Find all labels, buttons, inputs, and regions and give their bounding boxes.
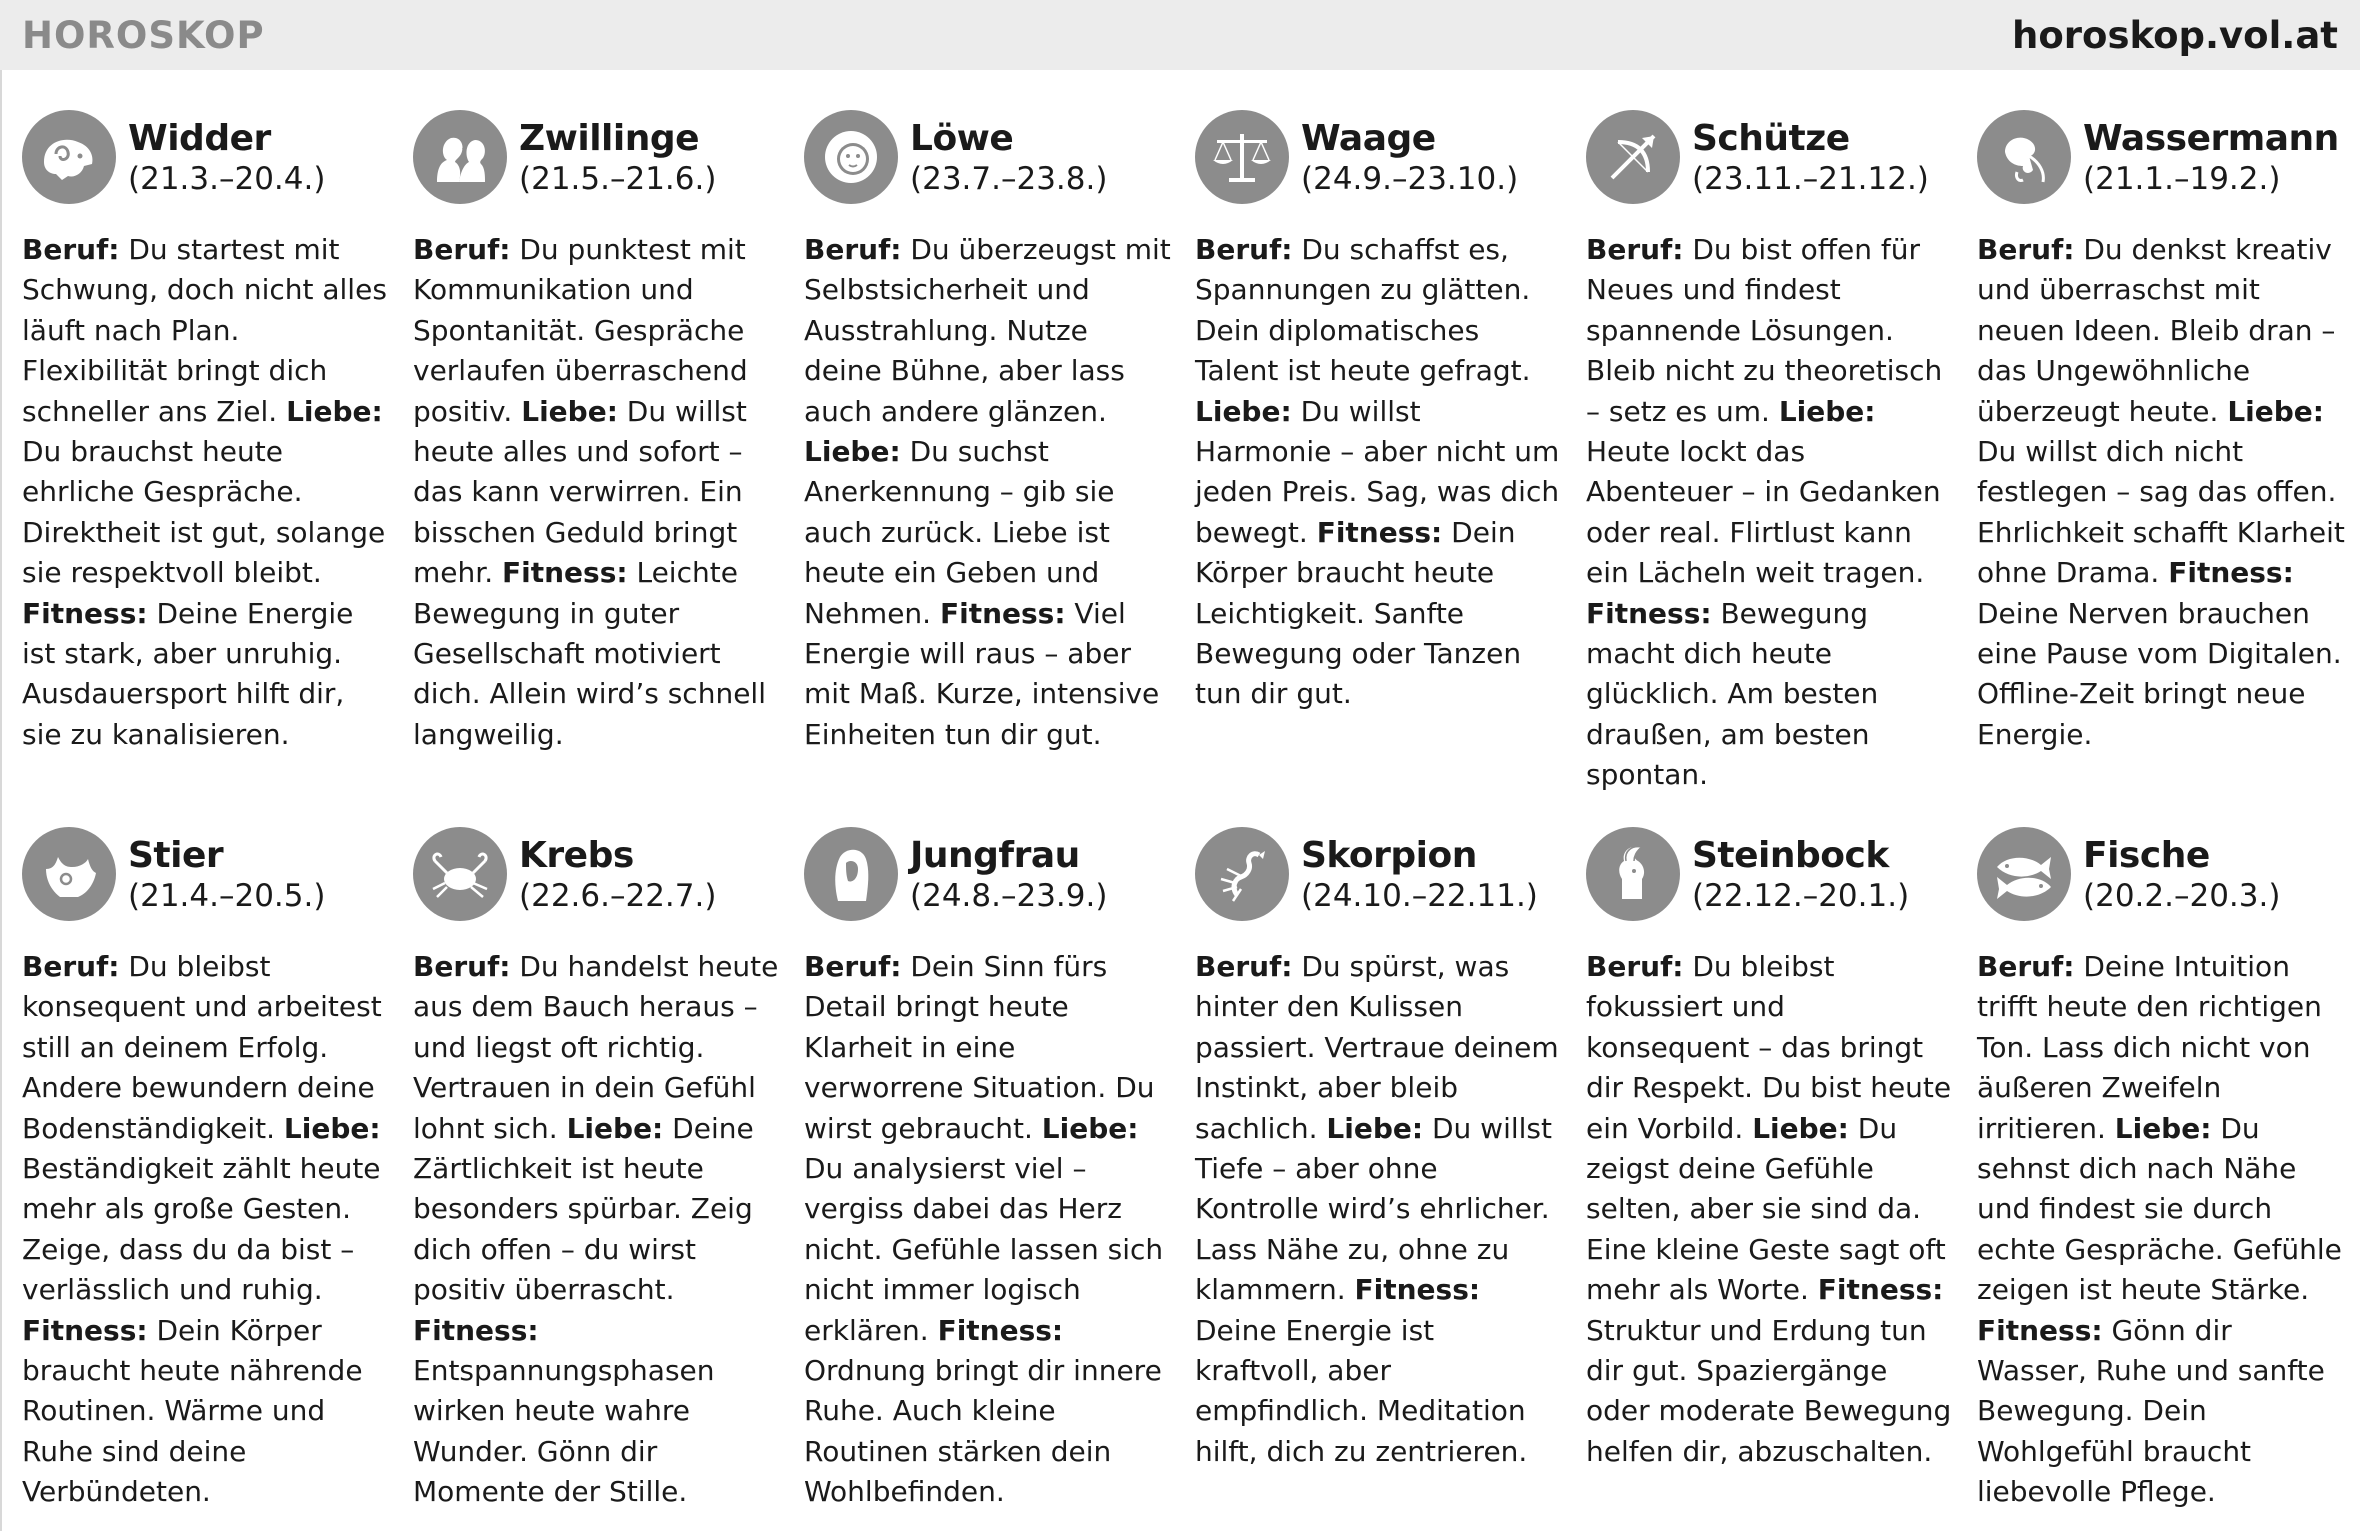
- sign-name: Jungfrau: [910, 835, 1080, 876]
- header-bar: [0, 0, 2360, 70]
- sign-titles: [1692, 825, 1909, 915]
- sign-text: [22, 230, 392, 755]
- lion-icon: [804, 110, 898, 204]
- sign-name: Löwe: [910, 118, 1014, 159]
- sign-header: [1195, 825, 1586, 933]
- section-text: Du analysierst viel – vergiss dabei das Herz nicht. Gefühle lassen sich nicht immer logisch erklären.: [804, 1152, 1164, 1347]
- section-label: Beruf:: [22, 950, 120, 983]
- sign-titles: [1692, 108, 1929, 198]
- sign-date-range: (23.7.–23.8.): [910, 161, 1108, 197]
- section-label: Liebe:: [566, 1111, 664, 1145]
- sign-titles: [910, 825, 1107, 915]
- section-label: Beruf:: [1586, 233, 1684, 266]
- twins-icon: [413, 110, 507, 204]
- section-label: Fitness:: [1354, 1273, 1481, 1307]
- sign-text: [1195, 947, 1565, 1472]
- left-border: [0, 0, 2, 1531]
- virgin-icon: [804, 827, 898, 921]
- sign-header: [413, 108, 804, 216]
- sign-date-range: (21.4.–20.5.): [128, 878, 326, 914]
- sign-header: [413, 825, 804, 933]
- sign-name: Fische: [2083, 835, 2210, 876]
- section-label: Fitness:: [1817, 1273, 1944, 1307]
- section-label: Liebe:: [804, 435, 901, 469]
- sign-header: [1586, 825, 1977, 933]
- section-label: Beruf:: [22, 233, 120, 266]
- sign-text: [1195, 230, 1565, 715]
- section-label: Liebe:: [1326, 1111, 1424, 1145]
- sign-date-range: (24.10.–22.11.): [1301, 878, 1538, 914]
- sign-block-wassermann: [1977, 108, 2360, 825]
- section-label: Beruf:: [1977, 950, 2075, 983]
- sign-name: Krebs: [519, 835, 634, 876]
- sign-date-range: (21.1.–19.2.): [2083, 161, 2281, 197]
- sign-text: [22, 947, 392, 1513]
- sign-name: Steinbock: [1692, 835, 1889, 876]
- section-text: Du punktest mit Kommunikation und Spontanität. Gespräche verlaufen überraschend positiv.: [413, 233, 748, 428]
- section-text: Viel Energie will raus – aber mit Maß. Kurze, intensive Einheiten tun dir gut.: [804, 596, 1160, 751]
- sign-text: [804, 947, 1174, 1513]
- sign-date-range: (20.2.–20.3.): [2083, 878, 2281, 914]
- water-bearer-icon: [1977, 110, 2071, 204]
- section-label: Beruf:: [804, 950, 902, 983]
- section-text: Du startest mit Schwung, doch nicht alles läuft nach Plan. Flexibilität bringt dich schneller ans Ziel.: [22, 233, 387, 428]
- section-text: Du spürst, was hinter den Kulissen passiert. Vertraue deinem Instinkt, aber bleib sachlich.: [1195, 950, 1559, 1145]
- section-label: Liebe:: [1195, 394, 1292, 428]
- section-text: Gönn dir Wasser, Ruhe und sanfte Bewegung. Dein Wohlgefühl braucht liebevolle Pflege.: [1977, 1313, 2325, 1509]
- sign-block-löwe: [804, 108, 1195, 825]
- section-text: Dein Körper braucht heute nährende Routinen. Wärme und Ruhe sind deine Verbündeten.: [22, 1313, 363, 1509]
- sign-header: [1977, 108, 2360, 216]
- sign-name: Zwillinge: [519, 118, 700, 159]
- sign-date-range: (24.8.–23.9.): [910, 878, 1108, 914]
- section-label: Liebe:: [521, 394, 618, 428]
- fish-icon: [1977, 827, 2071, 921]
- section-text: Du bleibst konsequent und arbeitest still an deinem Erfolg. Andere bewundern deine Bodenständigkeit.: [22, 950, 382, 1145]
- ram-icon: [22, 110, 116, 204]
- section-text: Du willst Harmonie – aber nicht um jeden Preis. Sag, was dich bewegt.: [1195, 394, 1560, 549]
- section-text: Du brauchst heute ehrliche Gespräche. Direktheit ist gut, solange sie respektvoll bleibt.: [22, 435, 386, 590]
- section-label: Liebe:: [1778, 394, 1876, 428]
- section-label: Liebe:: [1752, 1111, 1849, 1145]
- sign-block-fische: [1977, 825, 2360, 1525]
- section-text: Du willst heute alles und sofort – das kann verwirren. Ein bisschen Geduld bringt mehr.: [413, 394, 747, 590]
- section-text: Ordnung bringt dir innere Ruhe. Auch kleine Routinen stärken dein Wohlbefinden.: [804, 1354, 1162, 1509]
- section-text: Du zeigst deine Gefühle selten, aber sie sind da. Eine kleine Geste sagt oft mehr als Worte.: [1586, 1111, 1946, 1307]
- section-label: Fitness:: [1586, 596, 1712, 630]
- sign-text: [1586, 230, 1956, 796]
- sign-titles: [1301, 108, 1518, 198]
- sign-date-range: (22.6.–22.7.): [519, 878, 717, 914]
- sign-date-range: (21.5.–21.6.): [519, 161, 717, 197]
- sign-titles: [128, 108, 325, 198]
- section-text: Deine Energie ist kraftvoll, aber empfindlich. Meditation hilft, dich zu zentrieren.: [1195, 1313, 1528, 1468]
- sign-block-stier: [22, 825, 413, 1525]
- page-title: HOROSKOP: [22, 13, 265, 57]
- section-label: Fitness:: [939, 596, 1066, 630]
- sign-name: Wassermann: [2083, 118, 2339, 159]
- section-text: Deine Nerven brauchen eine Pause vom Digitalen. Offline-Zeit bringt neue Energie.: [1977, 596, 2342, 751]
- sign-name: Waage: [1301, 118, 1436, 159]
- section-label: Fitness:: [937, 1313, 1064, 1347]
- sign-text: [1586, 947, 1956, 1472]
- section-label: Fitness:: [22, 596, 148, 630]
- section-label: Fitness:: [1977, 1313, 2103, 1347]
- capricorn-icon: [1586, 827, 1680, 921]
- bull-icon: [22, 827, 116, 921]
- sign-name: Skorpion: [1301, 835, 1477, 876]
- section-label: Beruf:: [413, 950, 511, 983]
- sign-block-krebs: [413, 825, 804, 1525]
- sign-titles: [519, 825, 716, 915]
- horoscope-grid: [22, 108, 2345, 1518]
- section-label: Fitness:: [1316, 515, 1443, 549]
- section-label: Beruf:: [1195, 950, 1293, 983]
- section-label: Beruf:: [1195, 233, 1293, 266]
- scales-icon: [1195, 110, 1289, 204]
- sign-block-waage: [1195, 108, 1586, 825]
- section-text: Deine Zärtlichkeit ist heute besonders spürbar. Zeig dich offen – du wirst positiv überrascht.: [413, 1111, 754, 1307]
- sign-header: [22, 108, 413, 216]
- sign-block-skorpion: [1195, 825, 1586, 1525]
- sign-titles: [2083, 108, 2339, 198]
- sign-date-range: (22.12.–20.1.): [1692, 878, 1910, 914]
- sign-titles: [1301, 825, 1538, 915]
- sign-block-steinbock: [1586, 825, 1977, 1525]
- section-text: Du bist offen für Neues und findest spannende Lösungen. Bleib nicht zu theoretisch – setz es um.: [1586, 233, 1943, 428]
- section-text: Beständigkeit zählt heute mehr als große Gesten. Zeige, dass du da bist – verlässlich und ruhig.: [22, 1152, 381, 1307]
- sign-date-range: (21.3.–20.4.): [128, 161, 326, 197]
- sign-name: Schütze: [1692, 118, 1850, 159]
- section-text: Du sehnst dich nach Nähe und findest sie durch echte Gespräche. Gefühle zeigen ist heute Stärke.: [1977, 1111, 2342, 1307]
- section-label: Liebe:: [1041, 1111, 1139, 1145]
- section-label: Liebe:: [283, 1111, 381, 1145]
- sign-text: [804, 230, 1174, 755]
- section-text: Struktur und Erdung tun dir gut. Spaziergänge oder moderate Bewegung helfen dir, abzuschalten.: [1586, 1313, 1952, 1468]
- sign-block-widder: [22, 108, 413, 825]
- section-text: Du bleibst fokussiert und konsequent – das bringt dir Respekt. Du bist heute ein Vorbild.: [1586, 950, 1952, 1145]
- sign-text: [1977, 947, 2347, 1513]
- section-label: Liebe:: [286, 394, 383, 428]
- sign-date-range: (24.9.–23.10.): [1301, 161, 1519, 197]
- site-url: horoskop.vol.at: [2012, 13, 2338, 57]
- section-text: Du überzeugst mit Selbstsicherheit und Ausstrahlung. Nutze deine Bühne, aber lass auch andere glänzen.: [804, 233, 1171, 428]
- section-label: Fitness:: [502, 556, 628, 590]
- section-text: Dein Körper braucht heute Leichtigkeit. Sanfte Bewegung oder Tanzen tun dir gut.: [1195, 515, 1522, 711]
- section-label: Fitness:: [22, 1313, 148, 1347]
- section-label: Liebe:: [2114, 1111, 2212, 1145]
- sign-header: [804, 825, 1195, 933]
- section-text: Du handelst heute aus dem Bauch heraus – und liegst oft richtig. Vertrauen in dein Gefühl lohnt sich.: [413, 950, 779, 1145]
- sign-header: [804, 108, 1195, 216]
- sign-text: [413, 947, 783, 1513]
- section-text: Du schaffst es, Spannungen zu glätten. Dein diplomatisches Talent ist heute gefragt.: [1195, 233, 1531, 388]
- sign-name: Stier: [128, 835, 224, 876]
- section-text: Du denkst kreativ und überraschst mit neuen Ideen. Bleib dran – das Ungewöhnliche überzeugt heute.: [1977, 233, 2336, 428]
- section-text: Dein Sinn fürs Detail bringt heute Klarheit in eine verworrene Situation. Du wirst gebraucht.: [804, 950, 1155, 1145]
- sign-block-schütze: [1586, 108, 1977, 825]
- sign-text: [413, 230, 783, 755]
- sign-block-jungfrau: [804, 825, 1195, 1525]
- sign-date-range: (23.11.–21.12.): [1692, 161, 1929, 197]
- section-label: Beruf:: [413, 233, 511, 266]
- section-text: Du willst Tiefe – aber ohne Kontrolle wird’s ehrlicher. Lass Nähe zu, ohne zu klammern.: [1195, 1111, 1552, 1307]
- crab-icon: [413, 827, 507, 921]
- section-label: Beruf:: [1586, 950, 1684, 983]
- sign-header: [1195, 108, 1586, 216]
- sign-titles: [519, 108, 716, 198]
- scorpion-icon: [1195, 827, 1289, 921]
- sign-titles: [2083, 825, 2280, 915]
- section-text: Deine Intuition trifft heute den richtigen Ton. Lass dich nicht von äußeren Zweifeln irritieren.: [1977, 950, 2322, 1145]
- section-text: Leichte Bewegung in guter Gesellschaft motiviert dich. Allein wird’s schnell langweilig.: [413, 556, 766, 751]
- sign-header: [1586, 108, 1977, 216]
- section-label: Fitness:: [2168, 556, 2294, 590]
- sign-text: [1977, 230, 2347, 755]
- sign-block-zwillinge: [413, 108, 804, 825]
- section-label: Liebe:: [2227, 394, 2324, 428]
- section-text: Deine Energie ist stark, aber unruhig. Ausdauersport hilft dir, sie zu kanalisieren.: [22, 596, 354, 751]
- sign-name: Widder: [128, 118, 271, 159]
- section-text: Entspannungsphasen wirken heute wahre Wunder. Gönn dir Momente der Stille.: [413, 1354, 715, 1509]
- section-label: Beruf:: [1977, 233, 2075, 266]
- section-label: Fitness:: [413, 1313, 539, 1347]
- section-text: Du willst dich nicht festlegen – sag das offen. Ehrlichkeit schafft Klarheit ohne Drama.: [1977, 435, 2345, 590]
- sign-header: [1977, 825, 2360, 933]
- sign-header: [22, 825, 413, 933]
- section-text: Heute lockt das Abenteuer – in Gedanken oder real. Flirtlust kann ein Lächeln weit tragen.: [1586, 435, 1941, 590]
- sign-titles: [128, 825, 325, 915]
- section-text: Bewegung macht dich heute glücklich. Am besten draußen, am besten spontan.: [1586, 596, 1879, 792]
- section-label: Beruf:: [804, 233, 902, 266]
- archer-icon: [1586, 110, 1680, 204]
- sign-titles: [910, 108, 1107, 198]
- section-text: Du suchst Anerkennung – gib sie auch zurück. Liebe ist heute ein Geben und Nehmen.: [804, 435, 1115, 630]
